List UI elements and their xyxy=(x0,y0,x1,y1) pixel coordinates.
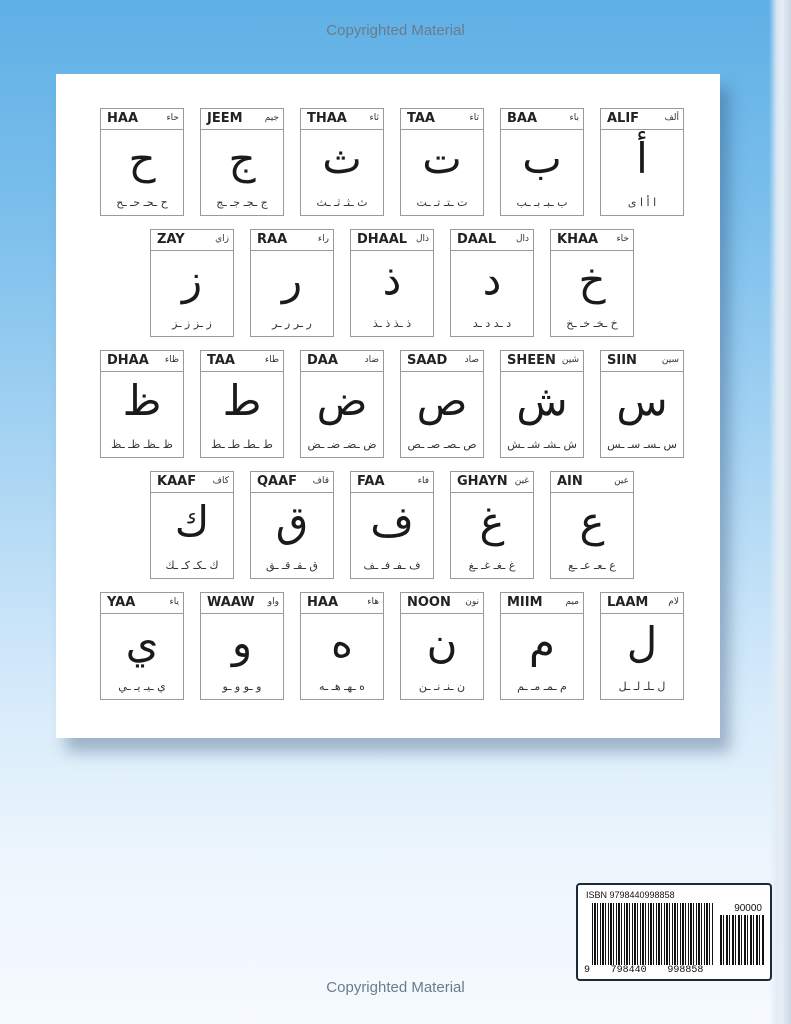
letter-forms: ل ـلـ لـ ـل xyxy=(618,680,666,693)
letter-card-header xyxy=(451,472,533,493)
letter-name: DHAAL xyxy=(357,232,408,247)
letter-name: FAA xyxy=(357,474,385,489)
isbn-barcode xyxy=(576,883,772,981)
letter-card-header xyxy=(601,351,683,372)
letter-name: THAA xyxy=(307,111,347,126)
letter-card xyxy=(200,350,284,458)
letter-card xyxy=(200,592,284,700)
letter-card xyxy=(250,229,334,337)
letter-forms: ط ـطـ طـ ـط xyxy=(211,438,273,451)
letter-card xyxy=(600,592,684,700)
letter-arabic-name: قاف xyxy=(312,476,329,486)
letter-name: TAA xyxy=(407,111,435,126)
letter-name: SIIN xyxy=(607,353,637,368)
letter-name: YAA xyxy=(107,595,136,610)
letter-name: DAAL xyxy=(457,232,497,247)
letter-forms: ذ ـذ ذ ـذ xyxy=(372,317,412,330)
isbn-label: ISBN 9798440998858 xyxy=(586,890,675,900)
barcode-addon-number: 90000 xyxy=(734,903,762,914)
letter-card xyxy=(350,229,434,337)
barcode-bars-addon xyxy=(720,915,764,965)
letter-forms: خ ـخـ خـ ـخ xyxy=(566,317,618,330)
letter-glyph: ق xyxy=(275,497,309,546)
letter-glyph: ل xyxy=(626,618,658,667)
letter-forms: ر ـر ر ـر xyxy=(272,317,312,330)
letter-card xyxy=(200,108,284,216)
letter-forms: ي ـيـ يـ ـي xyxy=(118,680,166,693)
letter-name: ALIF xyxy=(607,111,640,126)
letter-arabic-name: صاد xyxy=(464,355,479,365)
letter-glyph: م xyxy=(528,618,555,667)
letter-card xyxy=(400,592,484,700)
letter-name: DHAA xyxy=(107,353,149,368)
letter-forms: ظ ـظـ ظـ ـظ xyxy=(111,438,173,451)
letter-card-header xyxy=(401,351,483,372)
letter-card-header xyxy=(201,351,283,372)
letter-forms: ا أ ا ى xyxy=(627,196,657,209)
letter-arabic-name: ضاد xyxy=(364,355,379,365)
letter-name: SAAD xyxy=(407,353,448,368)
letter-arabic-name: باء xyxy=(569,113,579,123)
letter-forms: م ـمـ مـ ـم xyxy=(517,680,567,693)
letter-arabic-name: ألف xyxy=(664,113,679,123)
letter-forms: ض ـضـ ضـ ـض xyxy=(307,438,377,451)
letter-forms: ه ـهـ هـ ـه xyxy=(319,680,365,693)
letter-forms: ح ـحـ حـ ـح xyxy=(116,196,168,209)
letter-card xyxy=(500,592,584,700)
letter-card xyxy=(500,350,584,458)
letter-glyph: ش xyxy=(516,376,568,425)
letter-card xyxy=(150,471,234,579)
letter-name: TAA xyxy=(207,353,235,368)
letter-glyph: ر xyxy=(281,255,303,304)
letter-name: LAAM xyxy=(607,595,649,610)
letter-arabic-name: نون xyxy=(465,597,479,607)
letter-card-header xyxy=(351,230,433,251)
letter-glyph: ث xyxy=(322,134,362,183)
letter-card-header xyxy=(551,230,633,251)
letter-glyph: ت xyxy=(422,134,462,183)
letter-arabic-name: جيم xyxy=(264,113,279,123)
letter-name: RAA xyxy=(257,232,288,247)
alphabet-chart-panel xyxy=(56,74,720,738)
letter-arabic-name: غين xyxy=(514,476,529,486)
letter-forms: ز ـز ز ـز xyxy=(172,317,212,330)
letter-arabic-name: ظاء xyxy=(164,355,179,365)
letter-arabic-name: طاء xyxy=(264,355,279,365)
letter-name: QAAF xyxy=(257,474,298,489)
letter-arabic-name: عين xyxy=(614,476,629,486)
letter-name: MIIM xyxy=(507,595,543,610)
letter-arabic-name: لام xyxy=(668,597,679,607)
letter-card-header xyxy=(201,593,283,614)
letter-card xyxy=(450,471,534,579)
letter-forms: ق ـقـ قـ ـق xyxy=(266,559,318,572)
letter-card xyxy=(100,592,184,700)
letter-card xyxy=(150,229,234,337)
letter-forms: ن ـنـ نـ ـن xyxy=(418,680,466,693)
barcode-digits-left: 798440 xyxy=(610,965,647,976)
letter-glyph: أ xyxy=(636,134,648,183)
letter-card-header xyxy=(601,593,683,614)
letter-name: HAA xyxy=(307,595,339,610)
letter-name: BAA xyxy=(507,111,538,126)
letter-forms: ش ـشـ شـ ـش xyxy=(507,438,577,451)
letter-card xyxy=(600,108,684,216)
letter-glyph: ز xyxy=(181,255,203,304)
letter-glyph: ف xyxy=(370,497,414,546)
letter-card xyxy=(550,471,634,579)
letter-arabic-name: دال xyxy=(515,234,529,244)
letter-forms: ت ـتـ تـ ـت xyxy=(416,196,468,209)
letter-card xyxy=(300,592,384,700)
letter-forms: ب ـبـ بـ ـب xyxy=(516,196,568,209)
letter-card xyxy=(250,471,334,579)
letter-glyph: ه xyxy=(330,618,353,667)
letter-forms: س ـسـ سـ ـس xyxy=(607,438,677,451)
letter-card-header xyxy=(301,351,383,372)
letter-name: NOON xyxy=(407,595,451,610)
letter-glyph: ط xyxy=(222,376,262,425)
letter-card-header xyxy=(451,230,533,251)
letter-arabic-name: ثاء xyxy=(369,113,379,123)
letter-glyph: ظ xyxy=(122,376,162,425)
letter-forms: غ ـغـ غـ ـغ xyxy=(468,559,516,572)
letter-card xyxy=(100,108,184,216)
letter-card xyxy=(600,350,684,458)
letter-name: GHAYN xyxy=(457,474,508,489)
letter-card-header xyxy=(101,351,183,372)
copyright-notice-bottom: Copyrighted Material xyxy=(326,979,465,996)
letter-card-header xyxy=(501,593,583,614)
letter-arabic-name: تاء xyxy=(469,113,479,123)
book-spine xyxy=(769,0,791,1024)
letter-forms: ث ـثـ ثـ ـث xyxy=(316,196,368,209)
letter-arabic-name: فاء xyxy=(417,476,429,486)
barcode-digit-lead: 9 xyxy=(584,965,591,976)
letter-glyph: ب xyxy=(522,134,562,183)
letter-forms: ص ـصـ صـ ـص xyxy=(407,438,477,451)
letter-card xyxy=(450,229,534,337)
letter-arabic-name: هاء xyxy=(367,597,379,607)
letter-card-header xyxy=(601,109,683,130)
letter-arabic-name: ذال xyxy=(415,234,429,244)
letter-glyph: خ xyxy=(578,255,606,304)
letter-arabic-name: راء xyxy=(317,234,329,244)
barcode-digits-right: 998858 xyxy=(667,965,704,976)
letter-name: KAAF xyxy=(157,474,197,489)
letter-card-header xyxy=(151,230,233,251)
letter-arabic-name: كاف xyxy=(212,476,229,486)
letter-forms: ع ـعـ عـ ـع xyxy=(568,559,616,572)
letter-card xyxy=(350,471,434,579)
letter-name: ZAY xyxy=(157,232,185,247)
letter-glyph: ح xyxy=(128,134,156,183)
letter-card-header xyxy=(251,472,333,493)
letter-card xyxy=(550,229,634,337)
letter-forms: و ـو و ـو xyxy=(222,680,262,693)
letter-name: AIN xyxy=(557,474,583,489)
letter-arabic-name: سين xyxy=(661,355,679,365)
letter-glyph: ذ xyxy=(382,255,402,304)
letter-glyph: و xyxy=(231,618,253,667)
letter-name: KHAA xyxy=(557,232,599,247)
letter-name: WAAW xyxy=(207,595,255,610)
letter-arabic-name: زاي xyxy=(215,234,229,244)
letter-arabic-name: ياء xyxy=(169,597,179,607)
letter-name: HAA xyxy=(107,111,139,126)
letter-card-header xyxy=(251,230,333,251)
letter-arabic-name: خاء xyxy=(616,234,629,244)
letter-card-header xyxy=(101,593,183,614)
letter-card xyxy=(400,350,484,458)
letter-card-header xyxy=(101,109,183,130)
letter-card-header xyxy=(401,109,483,130)
letter-name: SHEEN xyxy=(507,353,556,368)
letter-card-header xyxy=(351,472,433,493)
letter-card-header xyxy=(501,351,583,372)
letter-arabic-name: واو xyxy=(267,597,279,607)
letter-forms: ك ـكـ كـ ـك xyxy=(165,559,219,572)
letter-arabic-name: حاء xyxy=(166,113,179,123)
letter-glyph: س xyxy=(616,376,668,425)
letter-card xyxy=(300,350,384,458)
letter-glyph: ي xyxy=(125,618,159,667)
letter-card xyxy=(500,108,584,216)
letter-glyph: ج xyxy=(228,134,256,183)
letter-card xyxy=(400,108,484,216)
letter-card-header xyxy=(501,109,583,130)
letter-glyph: د xyxy=(482,255,502,304)
letter-card-header xyxy=(301,593,383,614)
letter-name: JEEM xyxy=(207,111,243,126)
letter-arabic-name: شين xyxy=(561,355,579,365)
copyright-notice-top: Copyrighted Material xyxy=(326,22,465,39)
letter-card-header xyxy=(301,109,383,130)
letter-glyph: ض xyxy=(316,376,368,425)
letter-card-header xyxy=(551,472,633,493)
letter-arabic-name: ميم xyxy=(565,597,579,607)
letter-glyph: ن xyxy=(426,618,458,667)
barcode-digits xyxy=(584,965,764,977)
letter-forms: ف ـفـ فـ ـف xyxy=(363,559,421,572)
letter-card-header xyxy=(401,593,483,614)
letter-glyph: ك xyxy=(174,497,210,546)
letter-name: DAA xyxy=(307,353,338,368)
letter-card xyxy=(100,350,184,458)
letter-card xyxy=(300,108,384,216)
letter-card-header xyxy=(151,472,233,493)
letter-card-header xyxy=(201,109,283,130)
letter-forms: ج ـجـ جـ ـج xyxy=(216,196,268,209)
barcode-bars-main xyxy=(592,903,714,965)
letter-glyph: غ xyxy=(479,497,505,546)
letter-glyph: ع xyxy=(579,497,605,546)
letter-glyph: ص xyxy=(416,376,468,425)
letter-forms: د ـد د ـد xyxy=(472,317,512,330)
